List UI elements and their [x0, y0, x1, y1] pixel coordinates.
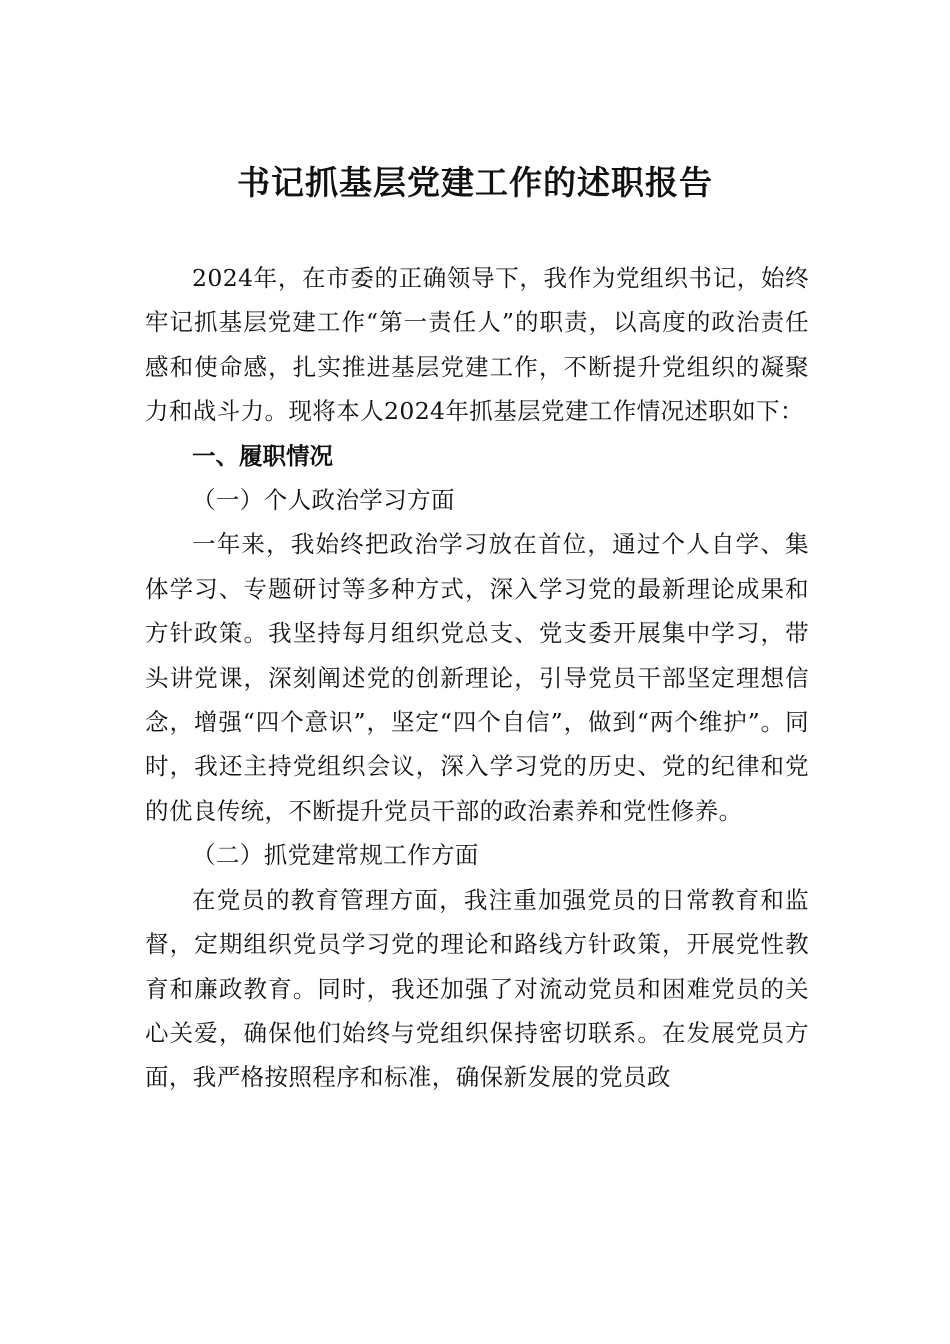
document-body	[145, 256, 809, 1100]
intro-paragraph: 2024年，在市委的正确领导下，我作为党组织书记，始终牢记抓基层党建工作“第一责任人”的职责，以高度的政治责任感和使命感，扎实推进基层党建工作，不断提升党组织的凝聚力和战斗力。现将本人2024年抓基层党建工作情况述职如下：	[145, 264, 809, 426]
subsection-heading-2: （二）抓党建常规工作方面	[192, 841, 479, 870]
body-paragraph-1: 一年来，我始终把政治学习放在首位，通过个人自学、集体学习、专题研讨等多种方式，深入学习党的最新理论成果和方针政策。我坚持每月组织党总支、党支委开展集中学习，带头讲党课，深刻阐述党的创新理论，引导党员干部坚定理想信念，增强“四个意识”，坚定“四个自信”，做到“两个维护”。同时，我还主持党组织会议，深入学习党的历史、党的纪律和党的优良传统，不断提升党员干部的政治素养和党性修养。	[145, 530, 809, 825]
body-paragraph-2: 在党员的教育管理方面，我注重加强党员的日常教育和监督，定期组织党员学习党的理论和路线方针政策，开展党性教育和廉政教育。同时，我还加强了对流动党员和困难党员的关心关爱，确保他们始终与党组织保持密切联系。在发展党员方面，我严格按照程序和标准，确保新发展的党员政	[145, 885, 809, 1092]
document-title: 书记抓基层党建工作的述职报告	[237, 163, 713, 202]
subsection-heading-1: （一）个人政治学习方面	[192, 486, 455, 515]
section-heading: 一、履职情况	[192, 441, 333, 470]
